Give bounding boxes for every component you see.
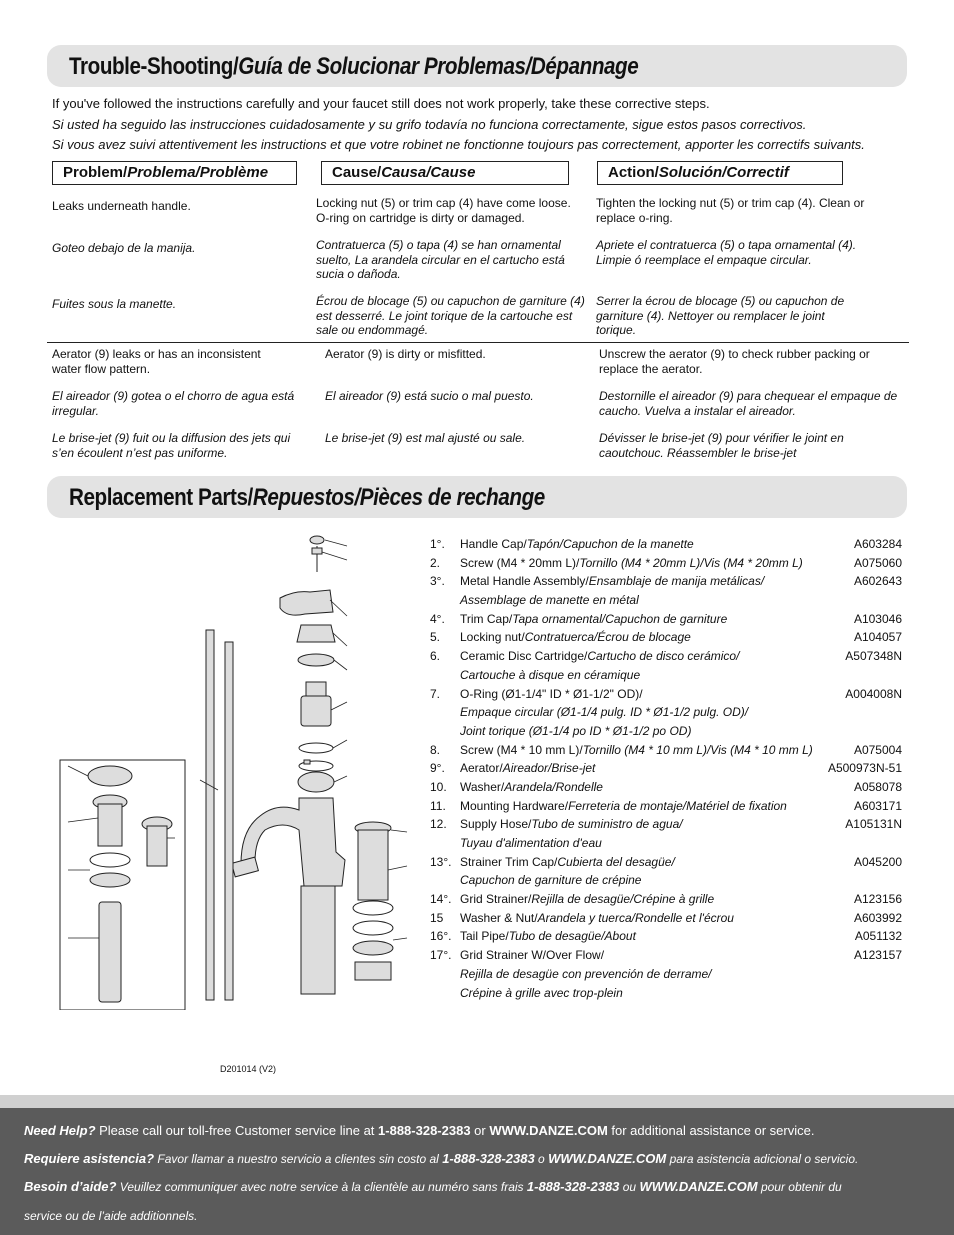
part-description [460,741,822,760]
part-code [822,666,902,685]
ceramic-cartridge-part [301,696,331,726]
metal-handle-part [280,590,333,615]
part-code: A103046 [853,611,902,626]
o-ring-part [299,743,333,753]
part-code [822,834,902,853]
help-french-cont: service ou de l’aide additionnels. [24,1209,198,1223]
part-name-en: Supply Hose/ [460,817,532,832]
part-description [460,722,822,741]
part-number: 11. [430,798,446,813]
row2-cause-es: El aireador (9) está sucio o mal puesto. [325,389,534,403]
phone-link-fr[interactable]: 1-888-328-2383 [526,1179,620,1194]
part-name-en: Handle Cap/ [460,537,527,551]
part-name-en: Mounting Hardware/ [460,798,569,813]
part-number: 1°. [430,537,445,551]
part-description [460,703,822,722]
part-description [460,610,822,629]
row2-action-fr: Dévisser le brise-jet (9) pour vérifier le joint en caoutchouc. Réassembler le brise-jet [599,431,844,460]
part-name-en: Trim Cap/ [460,611,513,626]
part-number [430,965,460,984]
parts-row [430,759,902,778]
handle-cap-part [310,536,324,544]
part-name-en: Locking nut/ [460,630,525,645]
help-footer [0,1095,954,1235]
part-description [460,666,822,685]
part-description [460,554,822,573]
part-code: A603171 [853,798,902,813]
part-name-en: Screw (M4 * 20mm L)/ [460,555,580,570]
part-description [460,965,822,984]
troubleshooting-title: Trouble-Shooting/Guía de Solucionar Problemas/Dépannage [69,53,639,80]
website-link[interactable]: WWW.DANZE.COM [489,1123,608,1138]
part-name-translations: Empaque circular (Ø1-1/4 pulg. ID * Ø1-1/2 pulg. OD)/ [460,705,749,720]
part-code: A123157 [853,948,902,963]
part-code [822,871,902,890]
parts-row [430,722,902,741]
part-name-en: Grid Strainer/ [460,892,532,907]
parts-row [430,778,902,797]
exploded-parts-diagram [55,530,425,1010]
parts-row [430,927,902,946]
parts-row [430,554,902,573]
part-description [460,890,822,909]
part-name-translations: Tuyau d'alimentation d'eau [460,836,602,850]
part-name-translations: Tornillo (M4 * 20mm L)/Vis (M4 * 20mm L) [579,555,803,570]
part-name-translations: Arandela/Rondelle [504,779,603,794]
part-name-translations: Joint torique (Ø1-1/4 po ID * Ø1-1/2 po OD) [460,723,692,738]
aerator-part [298,772,334,792]
part-code: A104057 [853,630,902,645]
parts-row [430,741,902,760]
part-number: 14°. [430,892,452,907]
troubleshooting-banner [47,45,907,87]
drain-nut-part [90,873,130,887]
part-number: 4°. [430,611,445,626]
row2-cause-en: Aerator (9) is dirty or misfitted. [325,347,486,361]
help-french: Besoin d’aide? Veuillez communiquer avec notre service à la clientèle au numéro sans frais 1-888-328-2383 ou WWW.DANZE.COM pour obtenir du [24,1179,842,1194]
tail-pipe-part [99,902,121,1002]
parts-row [430,815,902,834]
part-code [822,703,902,722]
intro-spanish: Si usted ha seguido las instrucciones cuidadosamente y su grifo todavía no funciona correctamente, sigue estos pasos correctivos. [52,116,807,132]
part-name-en: Ceramic Disc Cartridge/ [460,649,588,664]
part-number: 10. [430,779,447,794]
row1-problem-es: Goteo debajo de la manija. [52,241,196,255]
part-code: A602643 [853,574,902,589]
spout-aerator-part [232,857,259,877]
troubleshooting-intro [52,94,865,156]
supply-hose-1 [206,630,214,1000]
grid-strainer-thread [98,804,122,846]
parts-row [430,890,902,909]
row2-problem-fr: Le brise-jet (9) fuit ou la diffusion des jets qui s’en écoulent n’est pas uniforme. [52,431,291,460]
replacement-parts-title: Replacement Parts/Repuestos/Pièces de rechange [69,484,545,511]
part-name-translations: Rejilla de desagüe con prevención de derrame/ [460,966,712,981]
mounting-thread-part [358,830,388,900]
part-number [430,666,460,685]
part-description [460,535,822,554]
part-description [460,759,822,778]
parts-row [430,853,902,872]
part-number: 3°. [430,574,445,589]
row2-action-es: Destornille el aireador (9) para chequear el empaque de caucho. Vuelva a instalar el aireador. [599,389,898,418]
drain-washer-part [90,853,130,867]
part-name-en: Screw (M4 * 10 mm L)/ [460,742,583,757]
part-description [460,685,822,704]
part-number [430,834,460,853]
part-description [460,647,822,666]
intro-french: Si vous avez suivi attentivement les instructions et que votre robinet ne fonctionne toujours pas correctement, apporter les correctifs suivants. [52,137,865,152]
part-name-en: Washer & Nut/ [460,910,538,925]
part-name-translations: Capuchon de garniture de crépine [460,873,642,888]
part-number: 8. [430,742,441,757]
part-name-translations: Assemblage de manette en métal [460,593,639,608]
parts-row [430,666,902,685]
part-number [430,722,460,741]
part-name-en: Tail Pipe/ [460,929,509,944]
part-code: A123156 [853,892,902,907]
help-spanish: Requiere asistencia? Favor llamar a nuestro servicio a clientes sin costo al 1-888-328-2383 o WWW.DANZE.COM para asistencia adicional o servicio. [24,1151,859,1166]
part-description [460,984,822,1003]
part-name-en: O-Ring (Ø1-1/4" ID * Ø1-1/2" OD)/ [460,686,643,701]
mounting-bracket-part [355,962,391,980]
row1-problem-fr: Fuites sous la manette. [52,297,177,311]
part-description [460,853,822,872]
row2-problem-en: Aerator (9) leaks or has an inconsistent water flow pattern. [52,347,261,376]
part-code [822,591,902,610]
parts-row [430,909,902,928]
parts-row [430,965,902,984]
part-number [430,703,460,722]
parts-row [430,685,902,704]
part-description [460,628,822,647]
part-number: 6. [430,649,441,664]
part-description [460,927,822,946]
part-name-translations: Tubo de suministro de agua/ [531,817,683,832]
parts-row [430,703,902,722]
part-name-translations: Crépine à grille avec trop-plein [460,985,623,1000]
parts-row [430,834,902,853]
row2-action-en: Unscrew the aerator (9) to check rubber packing or replace the aerator. [599,347,870,376]
problem-header: Problem/Problema/Problème [52,161,297,185]
part-name-en: Aerator/ [460,761,503,776]
part-code: A051132 [854,929,902,944]
document-id: D201014 (V2) [220,1064,277,1074]
row1-cause-en: Locking nut (5) or trim cap (4) have come loose. O-ring on cartridge is dirty or damaged. [316,196,571,225]
replacement-parts-banner [47,476,907,518]
part-description [460,871,822,890]
cartridge-stem [306,682,326,696]
help-english: Need Help? Please call our toll-free Customer service line at 1-888-328-2383 or WWW.DANZE.COM for additional assistance or service. [24,1123,815,1138]
supply-hose-2 [225,642,233,1000]
website-link-fr[interactable]: WWW.DANZE.COM [639,1179,758,1194]
mounting-ring-2 [353,921,393,935]
row2-problem-es: El aireador (9) gotea o el chorro de agua está irregular. [52,389,295,418]
parts-row [430,797,902,816]
part-description [460,572,822,591]
part-description [460,778,822,797]
part-name-translations: Arandela y tuerca/Rondelle et l'écrou [537,910,734,925]
parts-row [430,591,902,610]
part-code: A075060 [853,555,902,570]
part-number [430,984,460,1003]
parts-row [430,535,902,554]
part-number: 17°. [430,948,452,963]
part-name-translations: Ferreteria de montaje/Matériel de fixation [568,798,787,813]
part-name-translations: Cartouche à disque en céramique [460,667,641,682]
row1-cause-es: Contratuerca (5) o tapa (4) se han ornamental suelto, La arandela circular en el cartucho está sucia o dañoda. [316,238,565,281]
part-code [822,984,902,1003]
part-name-en: Strainer Trim Cap/ [460,854,558,869]
faucet-body-part [241,798,345,886]
part-description [460,909,822,928]
intro-english: If you've followed the instructions carefully and your faucet still does not work properly, take these corrective steps. [52,96,710,111]
row1-cause-fr: Écrou de blocage (5) ou capuchon de garniture (4) est desserré. Le joint torique de la cartouche est sale ou endommagé. [316,294,585,337]
row2-cause-fr: Le brise-jet (9) est mal ajusté ou sale. [325,431,526,445]
part-name-translations: Contratuerca/Écrou de blocage [524,630,691,645]
parts-row [430,572,902,591]
action-header: Action/Solución/Correctif [597,161,843,185]
cause-header: Cause/Causa/Cause [321,161,569,185]
part-name-translations: Tapón/Capuchon de la manette [526,537,694,551]
parts-row [430,946,902,965]
part-code: A045200 [853,854,902,869]
parts-list [430,535,902,1002]
footer-top-strip [0,1095,954,1108]
row-divider [47,342,909,343]
part-code: A058078 [853,779,902,794]
part-name-en: Grid Strainer W/Over Flow/ [460,948,605,963]
overflow-strainer-body [147,826,167,866]
part-description [460,946,822,965]
locking-nut-part [298,654,334,666]
part-code [822,722,902,741]
part-name-translations: Cubierta del desagüe/ [557,854,675,869]
part-name-translations: Ensamblaje de manija metálicas/ [588,574,765,589]
part-description [460,591,822,610]
part-name-translations: Aireador/Brise-jet [502,761,596,776]
part-number: 7. [430,686,441,701]
part-code: A507348N [845,649,902,664]
parts-row [430,610,902,629]
small-screw-part [304,760,310,764]
part-code [822,965,902,984]
website-link-es[interactable]: WWW.DANZE.COM [548,1151,667,1166]
part-description [460,834,822,853]
part-name-en: Washer/ [460,779,505,794]
part-number: 2. [430,555,441,570]
part-number [430,591,460,610]
part-number: 5. [430,630,441,645]
screw-part [312,548,322,554]
part-name-translations: Tapa ornamental/Capuchon de garniture [512,611,728,626]
part-code: A075004 [853,742,902,757]
part-number: 15 [430,910,444,925]
part-code: A603284 [853,537,902,551]
part-code: A004008N [845,686,902,701]
strainer-cap-part [88,766,132,786]
part-number: 9°. [430,761,445,776]
phone-link[interactable]: 1-888-328-2383 [378,1123,471,1138]
part-number: 16°. [430,929,452,944]
mounting-shank-part [301,886,335,994]
part-name-translations: Tornillo (M4 * 10 mm L)/Vis (M4 * 10 mm L) [582,742,813,757]
row1-action-en: Tighten the locking nut (5) or trim cap (4). Clean or replace o-ring. [596,196,865,225]
part-name-translations: Tubo de desagüe/About [508,929,636,944]
part-code: A105131N [845,817,902,832]
row1-action-es: Apriete el contratuerca (5) o tapa ornamental (4). Limpie ó reemplace el empaque circular. [596,238,857,267]
parts-row [430,628,902,647]
mounting-ring-1 [353,901,393,915]
part-number: 13°. [430,854,452,869]
part-name-translations: Rejilla de desagüe/Crépine à grille [531,892,715,907]
parts-row [430,647,902,666]
trim-cap-part [297,625,335,642]
part-name-en: Metal Handle Assembly/ [460,574,589,589]
row1-problem-en: Leaks underneath handle. [52,199,191,213]
part-description [460,797,822,816]
phone-link-es[interactable]: 1-888-328-2383 [442,1151,535,1166]
parts-row [430,871,902,890]
row1-action-fr: Serrer la écrou de blocage (5) ou capuchon de garniture (4). Nettoyer ou remplacer le joint torique. [596,294,845,337]
part-code: A603992 [853,910,902,925]
part-description [460,815,822,834]
part-code: A500973N-51 [827,761,902,776]
mounting-nut-part [353,941,393,955]
parts-row [430,984,902,1003]
part-number: 12. [430,817,447,832]
part-name-translations: Cartucho de disco cerámico/ [587,649,740,664]
part-number [430,871,460,890]
